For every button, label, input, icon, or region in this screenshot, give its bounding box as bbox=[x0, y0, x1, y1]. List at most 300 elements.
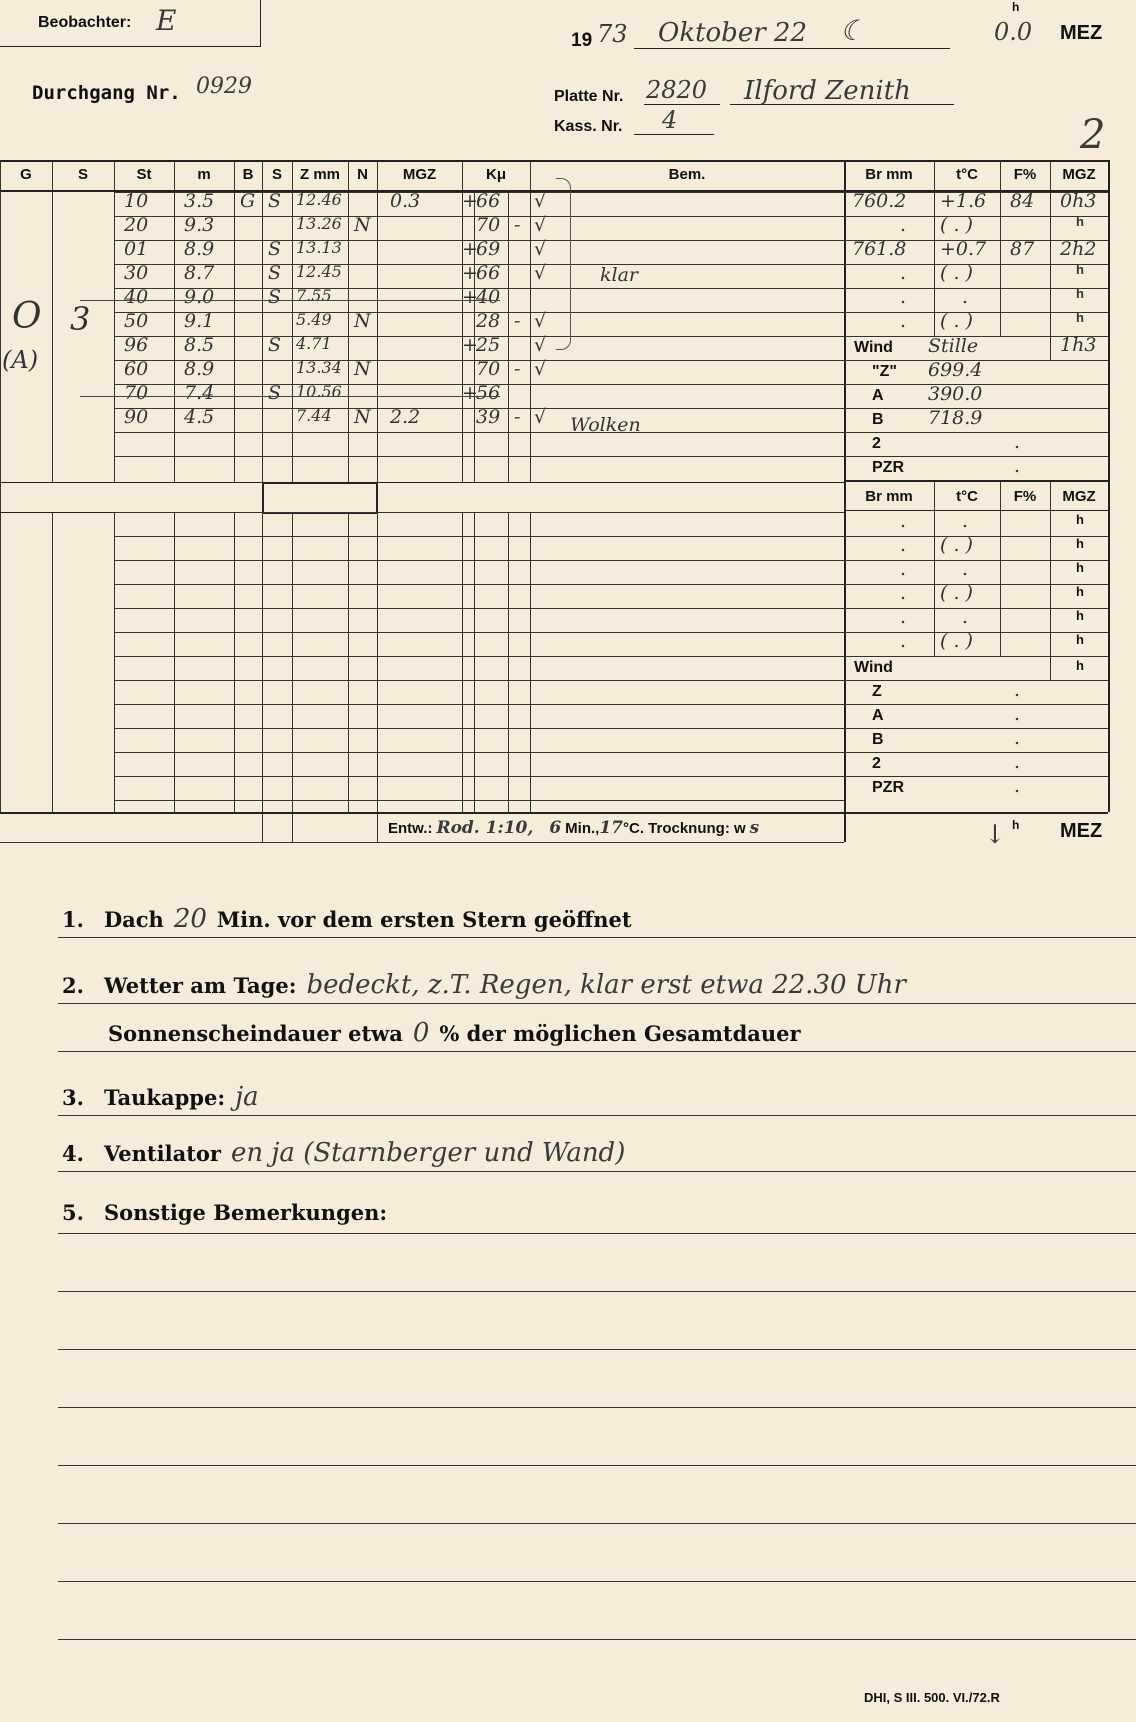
w1-mgz: h bbox=[1076, 214, 1084, 229]
cell-z: 13.34 bbox=[296, 358, 342, 377]
col-line bbox=[508, 190, 509, 482]
row-line bbox=[114, 728, 844, 729]
row-line bbox=[114, 560, 844, 561]
header-divider bbox=[530, 160, 531, 190]
w1-br: 761.8 bbox=[852, 238, 907, 260]
cell-st: 30 bbox=[124, 262, 149, 284]
question-1 bbox=[62, 904, 632, 934]
cell-st: 70 bbox=[124, 382, 149, 404]
question-4 bbox=[62, 1082, 269, 1112]
entw-label: Entw.: bbox=[388, 820, 433, 837]
w2-t: ( . ) bbox=[940, 630, 973, 652]
year-prefix: 19 bbox=[571, 30, 593, 51]
col-line bbox=[52, 190, 53, 482]
cell-z: 5.49 bbox=[296, 310, 332, 329]
col-line bbox=[530, 190, 531, 482]
answer-line bbox=[58, 1051, 1136, 1052]
w1-col-line bbox=[1000, 190, 1001, 336]
cell-k: 70 bbox=[476, 214, 501, 236]
cell-s: S bbox=[268, 190, 282, 212]
row-line bbox=[114, 584, 844, 585]
header-divider bbox=[174, 160, 175, 190]
w2-wind-mgz: h bbox=[1076, 658, 1084, 673]
w2-row-line bbox=[844, 632, 1108, 633]
header-divider bbox=[262, 160, 263, 190]
time-value: 0.0 bbox=[994, 18, 1033, 46]
w2-t: . bbox=[962, 510, 969, 532]
side-s-label: 3 bbox=[70, 300, 91, 338]
cell-kdir: - bbox=[514, 358, 521, 380]
col-line bbox=[530, 512, 531, 812]
w1-col-line bbox=[934, 190, 935, 336]
cell-s: S bbox=[268, 286, 282, 308]
w1-bottom bbox=[844, 480, 1108, 482]
w2-row-line bbox=[844, 608, 1108, 609]
w1-mgz: 0h3 bbox=[1060, 190, 1097, 212]
w2-lower-line bbox=[844, 704, 1108, 705]
cell-kdir: - bbox=[514, 310, 521, 332]
corner-mark: 2 bbox=[1080, 112, 1106, 158]
cell-n: N bbox=[354, 406, 371, 428]
col-line bbox=[262, 512, 263, 812]
w1-row-line bbox=[844, 288, 1108, 289]
cell-st: 90 bbox=[124, 406, 149, 428]
entw-temp-label: °C. Trocknung: w bbox=[623, 820, 746, 837]
w1-wind-divider bbox=[1050, 336, 1051, 360]
cell-m: 8.7 bbox=[184, 262, 215, 284]
cell-z: 12.46 bbox=[296, 190, 342, 209]
w1-mgz: 2h2 bbox=[1060, 238, 1097, 260]
question-6 bbox=[62, 1200, 387, 1225]
observer-box bbox=[0, 0, 261, 47]
date-field bbox=[634, 14, 950, 49]
entw-dry-value: s bbox=[749, 818, 760, 838]
col-line bbox=[234, 190, 235, 482]
col-line bbox=[292, 190, 293, 482]
cell-m: 9.3 bbox=[184, 214, 215, 236]
cell-m: 9.0 bbox=[184, 286, 215, 308]
cell-chk: √ bbox=[534, 406, 547, 428]
header-5: S bbox=[271, 166, 282, 183]
w2-z-dot: . bbox=[1014, 679, 1021, 701]
question-answer: ja bbox=[235, 1082, 259, 1112]
remark-klar: klar bbox=[600, 264, 638, 286]
observation-table bbox=[0, 160, 1108, 842]
w1-header-divider bbox=[934, 160, 935, 190]
w2-col-line bbox=[1050, 482, 1051, 656]
col-line bbox=[174, 190, 175, 482]
w2-t: ( . ) bbox=[940, 534, 973, 556]
w1-lower-line bbox=[844, 432, 1108, 433]
cell-s: S bbox=[268, 262, 282, 284]
col-line bbox=[114, 190, 115, 482]
row-line bbox=[114, 680, 844, 681]
question-label: Taukappe: bbox=[103, 1085, 226, 1110]
header-0: G bbox=[20, 166, 32, 183]
section-box bbox=[262, 482, 378, 514]
w1-a-value: 390.0 bbox=[928, 383, 983, 405]
w1-row-line bbox=[844, 216, 1108, 217]
w2-br: . bbox=[900, 606, 907, 628]
w1-z-value: 699.4 bbox=[928, 359, 983, 381]
w1-br: . bbox=[900, 286, 907, 308]
w2-wind-label: Wind bbox=[854, 659, 893, 676]
w2-bottom bbox=[844, 812, 1108, 814]
table-right-border bbox=[1108, 160, 1110, 812]
cell-kdir: - bbox=[514, 214, 521, 236]
question-answer: bedeckt, z.T. Regen, klar erst etwa 22.30 Uhr bbox=[306, 970, 906, 1000]
w2-wind-bottom bbox=[844, 680, 1108, 681]
w2-wind-divider bbox=[1050, 656, 1051, 680]
header-3: m bbox=[197, 166, 211, 183]
cell-mgz: 0.3 bbox=[390, 190, 421, 212]
w1-a-label: A bbox=[872, 387, 884, 404]
question-suffix: Min. vor dem ersten Stern geöffnet bbox=[216, 907, 632, 932]
w2-header-bottom bbox=[844, 510, 1108, 511]
entw-divider bbox=[262, 812, 263, 842]
kass-field bbox=[634, 106, 714, 135]
cell-n: N bbox=[354, 214, 371, 236]
w1-pzr-label: PZR bbox=[872, 459, 904, 476]
cell-k: 39 bbox=[476, 406, 501, 428]
question-number: 4. bbox=[62, 1141, 84, 1166]
w1-br: . bbox=[900, 262, 907, 284]
cell-z: 4.71 bbox=[296, 334, 332, 353]
w2-row-line bbox=[844, 584, 1108, 585]
row-line bbox=[114, 632, 844, 633]
row-line bbox=[114, 752, 844, 753]
cell-m: 8.9 bbox=[184, 358, 215, 380]
time-zone: MEZ bbox=[1060, 22, 1103, 44]
cell-chk: √ bbox=[534, 310, 547, 332]
w2-two-label: 2 bbox=[872, 755, 881, 772]
row-line bbox=[114, 432, 844, 433]
cell-s: S bbox=[268, 382, 282, 404]
w2-a-label: A bbox=[872, 707, 884, 724]
w2-z-label: Z bbox=[872, 683, 882, 700]
w1-row-line bbox=[844, 312, 1108, 313]
cell-m: 3.5 bbox=[184, 190, 215, 212]
header-divider bbox=[462, 160, 463, 190]
w2-row-line bbox=[844, 536, 1108, 537]
w1-f: 84 bbox=[1010, 190, 1035, 212]
cell-ksign: + bbox=[462, 286, 478, 308]
w1-wind-mgz: 1h3 bbox=[1060, 334, 1097, 356]
cell-st: 50 bbox=[124, 310, 149, 332]
section2-bottom bbox=[0, 812, 844, 814]
col-line bbox=[114, 512, 115, 812]
w2-mgz: h bbox=[1076, 584, 1084, 599]
w1-t: +1.6 bbox=[940, 190, 987, 212]
form-code: DHI, S III. 500. VI./72.R bbox=[864, 1690, 1000, 1705]
w1-row-line bbox=[844, 264, 1108, 265]
w2-col-line bbox=[934, 482, 935, 656]
header-divider bbox=[292, 160, 293, 190]
question-label: Sonnenscheindauer etwa bbox=[108, 1021, 403, 1046]
question-2 bbox=[62, 970, 916, 1000]
cell-z: 13.26 bbox=[296, 214, 342, 233]
cell-m: 9.1 bbox=[184, 310, 215, 332]
w2-lower-line bbox=[844, 776, 1108, 777]
date-value: Oktober 22 bbox=[658, 18, 807, 48]
cell-st: 01 bbox=[124, 238, 149, 260]
cell-z: 7.55 bbox=[296, 286, 332, 305]
w1-header-3: MGZ bbox=[1062, 166, 1096, 183]
col-line bbox=[462, 512, 463, 812]
kass-value: 4 bbox=[662, 106, 678, 134]
section-break-top bbox=[0, 482, 844, 483]
w2-a-dot: . bbox=[1014, 703, 1021, 725]
header-6: Z mm bbox=[299, 166, 340, 183]
w1-z-label: "Z" bbox=[872, 363, 897, 380]
blank-line bbox=[58, 1349, 1136, 1350]
question-number: 1. bbox=[62, 907, 84, 932]
cell-m: 7.4 bbox=[184, 382, 215, 404]
w1-pzr-value: . bbox=[1014, 455, 1021, 477]
entw-line bbox=[388, 818, 759, 838]
cell-ksign: + bbox=[462, 190, 478, 212]
cell-s: S bbox=[268, 334, 282, 356]
w2-br: . bbox=[900, 582, 907, 604]
question-label: Sonstige Bemerkungen: bbox=[103, 1200, 388, 1225]
cell-m: 8.9 bbox=[184, 238, 215, 260]
w2-br: . bbox=[900, 510, 907, 532]
cell-st: 40 bbox=[124, 286, 149, 308]
pass-value: 0929 bbox=[196, 74, 252, 99]
w2-b-dot: . bbox=[1014, 727, 1021, 749]
cell-z: 7.44 bbox=[296, 406, 332, 425]
w2-br: . bbox=[900, 558, 907, 580]
header-divider bbox=[348, 160, 349, 190]
header-2: St bbox=[136, 166, 152, 183]
entw-divider bbox=[292, 812, 293, 842]
w1-br: . bbox=[900, 214, 907, 236]
answer-line bbox=[58, 1115, 1136, 1116]
question-number: 2. bbox=[62, 973, 84, 998]
entw-min-value: 6 bbox=[549, 818, 562, 838]
remarks-section bbox=[0, 860, 1136, 1660]
cell-k: 66 bbox=[476, 262, 501, 284]
cell-st: 96 bbox=[124, 334, 149, 356]
w1-two-label: 2 bbox=[872, 435, 881, 452]
row-line bbox=[114, 656, 844, 657]
question-answer: 20 bbox=[173, 904, 207, 934]
question-number: 3. bbox=[62, 1085, 84, 1110]
w1-header-divider bbox=[1050, 160, 1051, 190]
col-line bbox=[262, 190, 263, 482]
entw-divider bbox=[377, 812, 378, 842]
w1-header-1: t°C bbox=[956, 166, 978, 183]
answer-line bbox=[58, 1171, 1136, 1172]
col-line bbox=[474, 512, 475, 812]
w2-row-line bbox=[844, 560, 1108, 561]
cell-chk: √ bbox=[534, 334, 547, 356]
year-suffix: 73 bbox=[597, 20, 628, 48]
w1-wind-label: Wind bbox=[854, 339, 893, 356]
w1-mgz: h bbox=[1076, 262, 1084, 277]
header-9: Kμ bbox=[485, 166, 506, 183]
header-divider bbox=[377, 160, 378, 190]
strike-line bbox=[80, 396, 500, 397]
blank-line bbox=[58, 1523, 1136, 1524]
table-top-border bbox=[0, 160, 1108, 162]
row-line bbox=[114, 776, 844, 777]
w2-two-dot: . bbox=[1014, 751, 1021, 773]
question-3 bbox=[62, 1018, 801, 1048]
w2-br: . bbox=[900, 534, 907, 556]
remark-wolken: Wolken bbox=[570, 414, 641, 436]
question-5 bbox=[62, 1138, 635, 1168]
observer-label: Beobachter: bbox=[38, 14, 132, 31]
question-answer: en ja (Starnberger und Wand) bbox=[230, 1138, 626, 1168]
w1-mgz: h bbox=[1076, 310, 1084, 325]
plate-type-field bbox=[730, 76, 954, 105]
w2-br: . bbox=[900, 630, 907, 652]
cell-chk: √ bbox=[534, 262, 547, 284]
answer-line bbox=[58, 1233, 1136, 1234]
cell-st: 60 bbox=[124, 358, 149, 380]
w1-lower-line bbox=[844, 456, 1108, 457]
bottom-time-value: ↓ bbox=[984, 820, 1006, 850]
row-line bbox=[114, 800, 844, 801]
remark-bracket bbox=[556, 178, 571, 350]
cell-k: 70 bbox=[476, 358, 501, 380]
table-left-border bbox=[0, 160, 1, 812]
strike-line bbox=[80, 300, 500, 301]
w2-header-3: MGZ bbox=[1062, 488, 1096, 505]
cell-m: 4.5 bbox=[184, 406, 215, 428]
cell-chk: √ bbox=[534, 190, 547, 212]
bottom-time-h: h bbox=[1012, 818, 1020, 832]
w1-b-label: B bbox=[872, 411, 884, 428]
w2-mgz: h bbox=[1076, 512, 1084, 527]
question-label: Ventilator bbox=[103, 1141, 221, 1166]
w2-header-2: F% bbox=[1013, 488, 1037, 505]
w2-mgz: h bbox=[1076, 608, 1084, 623]
cell-m: 8.5 bbox=[184, 334, 215, 356]
col-line bbox=[174, 512, 175, 812]
cell-k: 25 bbox=[476, 334, 501, 356]
kass-label: Kass. Nr. bbox=[554, 118, 623, 135]
w1-t: ( . ) bbox=[940, 310, 973, 332]
col-line bbox=[348, 190, 349, 482]
cell-ksign: + bbox=[462, 334, 478, 356]
cell-chk: √ bbox=[534, 214, 547, 236]
cell-ksign: + bbox=[462, 262, 478, 284]
w2-col-line bbox=[1000, 482, 1001, 656]
row-line bbox=[114, 608, 844, 609]
header-divider bbox=[114, 160, 115, 190]
answer-line bbox=[58, 937, 1136, 938]
pass-label: Durchgang Nr. bbox=[32, 82, 181, 104]
entw-temp-value: 17 bbox=[599, 818, 623, 838]
cell-mgz: 2.2 bbox=[390, 406, 421, 428]
w1-two-value: . bbox=[1014, 431, 1021, 453]
bottom-time-zone: MEZ bbox=[1060, 820, 1103, 842]
cell-k: 66 bbox=[476, 190, 501, 212]
answer-line bbox=[58, 1003, 1136, 1004]
blank-line bbox=[58, 1407, 1136, 1408]
cell-b: G bbox=[240, 190, 256, 212]
w2-t: . bbox=[962, 606, 969, 628]
entw-min-label: Min., bbox=[565, 820, 600, 837]
cell-z: 10.56 bbox=[296, 382, 342, 401]
w1-t: ( . ) bbox=[940, 262, 973, 284]
side-g2-label: (A) bbox=[2, 346, 39, 374]
cell-chk: √ bbox=[534, 238, 547, 260]
w1-br: . bbox=[900, 310, 907, 332]
w2-header-0: Br mm bbox=[865, 488, 913, 505]
w2-mgz: h bbox=[1076, 536, 1084, 551]
col-line bbox=[52, 512, 53, 812]
cell-ksign: + bbox=[462, 238, 478, 260]
col-line bbox=[508, 512, 509, 812]
w2-lower-line bbox=[844, 752, 1108, 753]
row-line bbox=[114, 704, 844, 705]
col-line bbox=[292, 512, 293, 812]
header-4: B bbox=[242, 166, 254, 183]
plate-type: Ilford Zenith bbox=[744, 76, 911, 106]
entw-value: Rod. 1:10, bbox=[436, 818, 534, 838]
header-7: N bbox=[357, 166, 368, 183]
w1-t: +0.7 bbox=[940, 238, 987, 260]
blank-line bbox=[58, 1291, 1136, 1292]
w2-mgz: h bbox=[1076, 632, 1084, 647]
w1-mgz: h bbox=[1076, 286, 1084, 301]
w2-mgz: h bbox=[1076, 560, 1084, 575]
row-line bbox=[114, 456, 844, 457]
header-1: S bbox=[77, 166, 88, 183]
col-line bbox=[377, 190, 378, 482]
cell-s: S bbox=[268, 238, 282, 260]
plate-field bbox=[644, 76, 720, 105]
observer-value: E bbox=[156, 4, 177, 37]
w2-pzr-dot: . bbox=[1014, 775, 1021, 797]
cell-ksign: + bbox=[462, 382, 478, 404]
header-divider bbox=[234, 160, 235, 190]
question-suffix: % der möglichen Gesamtdauer bbox=[439, 1021, 801, 1046]
cell-k: 28 bbox=[476, 310, 501, 332]
question-label: Wetter am Tage: bbox=[103, 973, 297, 998]
w2-header-1: t°C bbox=[956, 488, 978, 505]
w1-f: 87 bbox=[1010, 238, 1035, 260]
cell-z: 12.45 bbox=[296, 262, 342, 281]
cell-st: 20 bbox=[124, 214, 149, 236]
cell-chk: √ bbox=[534, 358, 547, 380]
w1-header-0: Br mm bbox=[865, 166, 913, 183]
w1-t: ( . ) bbox=[940, 214, 973, 236]
w1-t: . bbox=[962, 286, 969, 308]
cell-n: N bbox=[354, 310, 371, 332]
question-answer: 0 bbox=[412, 1018, 430, 1048]
w1-col-line bbox=[1050, 190, 1051, 336]
header-divider bbox=[52, 160, 53, 190]
header-8: MGZ bbox=[402, 166, 437, 183]
question-label: Dach bbox=[103, 907, 164, 932]
cell-k: 69 bbox=[476, 238, 501, 260]
col-line bbox=[234, 512, 235, 812]
w1-header-2: F% bbox=[1013, 166, 1037, 183]
w2-row-line bbox=[844, 656, 1108, 657]
w2-pzr-label: PZR bbox=[872, 779, 904, 796]
blank-line bbox=[58, 1639, 1136, 1640]
w2-lower-line bbox=[844, 728, 1108, 729]
cell-kdir: - bbox=[514, 406, 521, 428]
w1-wind-value: Stille bbox=[928, 335, 979, 357]
cell-z: 13.13 bbox=[296, 238, 342, 257]
moon-icon: ☾ bbox=[840, 14, 866, 47]
row-line bbox=[114, 536, 844, 537]
